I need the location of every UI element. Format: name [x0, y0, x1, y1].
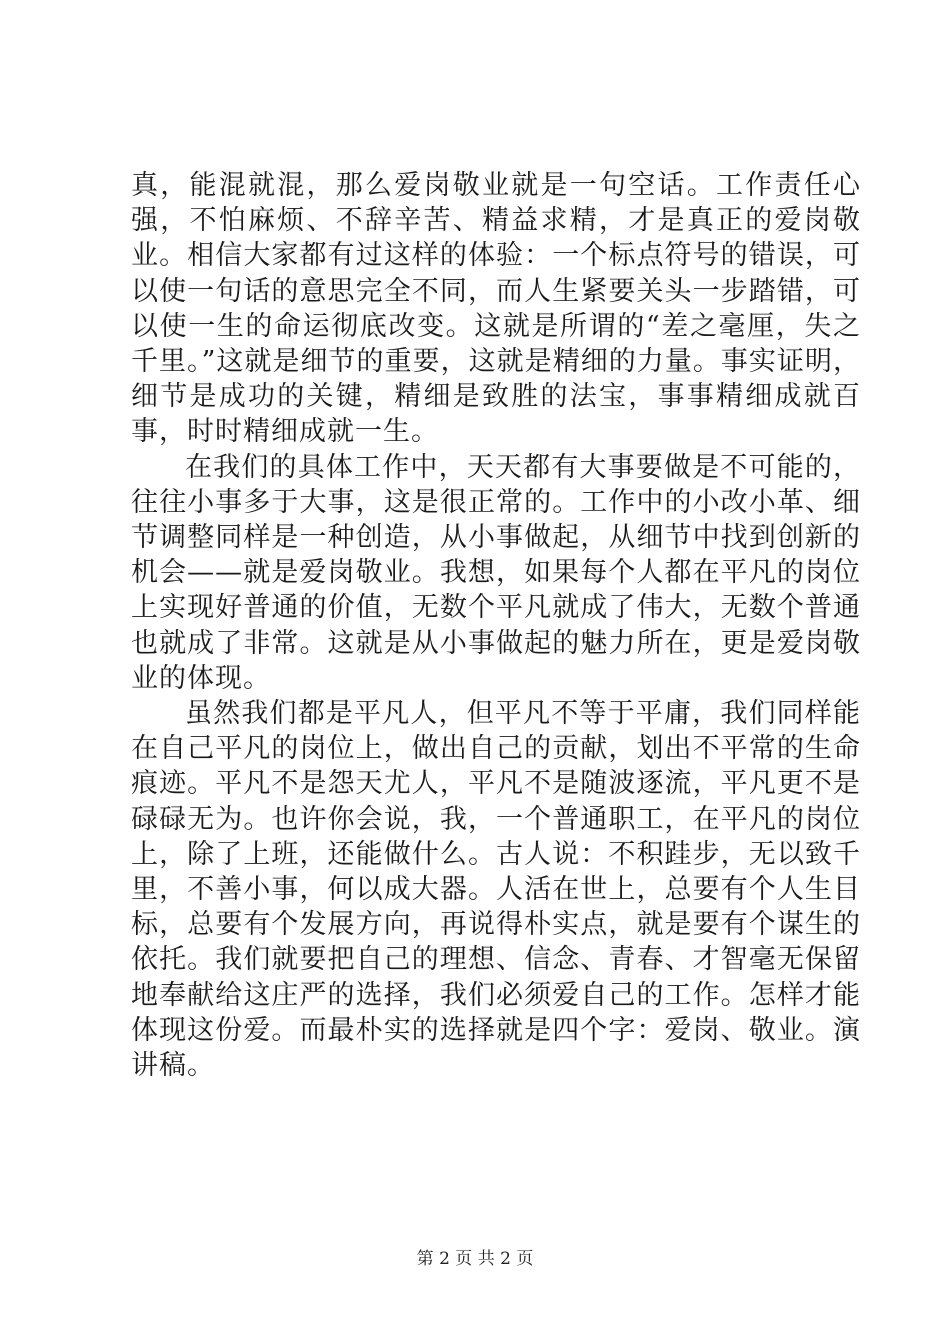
paragraph-small-things: 在我们的具体工作中，天天都有大事要做是不可能的，往往小事多于大事，这是很正常的。工作中的小改小革、细节调整同样是一种创造，从小事做起，从细节中找到创新的机会——就是爱岗敬业。我想，如果每个人都在平凡的岗位上实现好普通的价值，无数个平凡就成了伟大，无数个普通也就成了非常。这就是从小事做起的魅力所在，更是爱岗敬业的体现。 [131, 451, 861, 694]
paragraph-continued: 真，能混就混，那么爱岗敬业就是一句空话。工作责任心强，不怕麻烦、不辞辛苦、精益求精，才是真正的爱岗敬业。相信大家都有过这样的体验：一个标点符号的错误，可以使一句话的意思完全不同，而人生紧要关头一步踏错，可以使一生的命运彻底改变。这就是所谓的“差之毫厘，失之千里。”这就是细节的重要，这就是精细的力量。事实证明，细节是成功的关键，精细是致胜的法宝，事事精细成就百事，时时精细成就一生。 [131, 170, 861, 448]
document-body [131, 168, 861, 1083]
page-number-footer: 第 2 页 共 2 页 [416, 1249, 534, 1269]
paragraph-ordinary-people: 虽然我们都是平凡人，但平凡不等于平庸，我们同样能在自己平凡的岗位上，做出自己的贡献，划出不平常的生命痕迹。平凡不是怨天尤人，平凡不是随波逐流，平凡更不是碌碌无为。也许你会说，我，一个普通职工，在平凡的岗位上，除了上班，还能做什么。古人说：不积跬步，无以致千里，不善小事，何以成大器。人活在世上，总要有个人生目标，总要有个发展方向，再说得朴实点，就是要有个谋生的依托。我们就要把自己的理想、信念、青春、才智毫无保留地奉献给这庄严的选择，我们必须爱自己的工作。怎样才能体现这份爱。而最朴实的选择就是四个字：爱岗、敬业。演讲稿。 [131, 698, 861, 1082]
